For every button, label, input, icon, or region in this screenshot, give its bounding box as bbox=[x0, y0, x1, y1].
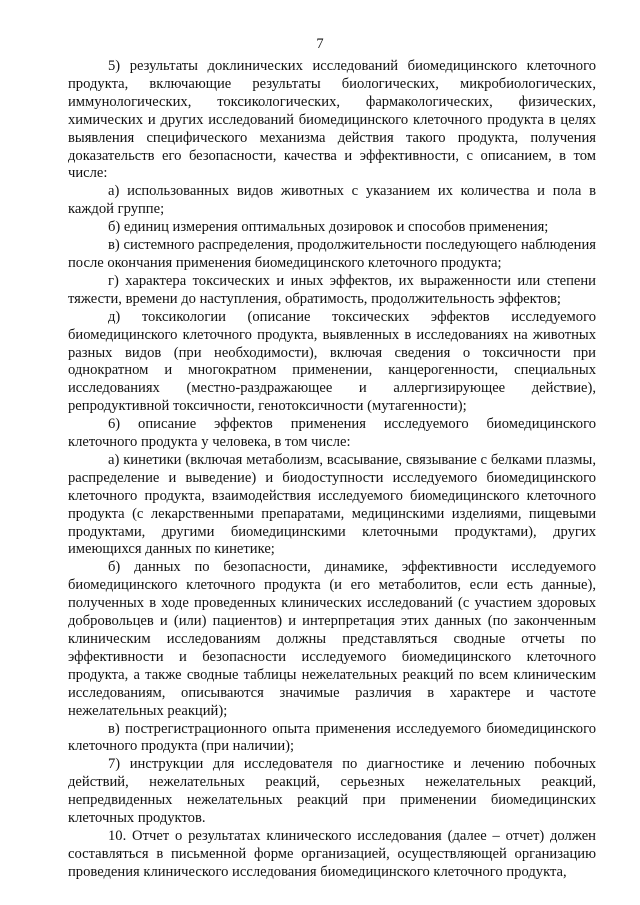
paragraph-subitem-b-2: б) данных по безопасности, динамике, эффективности исследуемого биомедицинского клеточного продукта (и его метаболитов, если есть данные), полученных в ходе проведенных клинических исследований (с участием здоровых добровольцев и (или) пациентов) и интерпретация этих данных (по законченным клиническим исследованиям должны представляться сводные отчеты по эффективности и безопасности исследуемого биомедицинского клеточного продукта, а также сводные таблицы нежелательных реакций по всем клиническим исследованиям, описываются значимые различия в характере и частоте нежелательных реакций); bbox=[68, 559, 596, 719]
paragraph-subitem-a-2: а) кинетики (включая метаболизм, всасывание, связывание с белками плазмы, распределение и выведение) и биодоступности исследуемого биомедицинского клеточного продукта, взаимодействия исследуемого биомедицинского клеточного продукта (с лекарственными препаратами, медицинскими изделиями, пищевыми продуктами, другими биомедицинскими клеточными продуктами), других имеющихся данных по кинетике; bbox=[68, 451, 596, 558]
paragraph-subitem-b: б) единиц измерения оптимальных дозировок и способов применения; bbox=[108, 219, 549, 236]
paragraph-subitem-d: д) токсикологии (описание токсических эффектов исследуемого биомедицинского клеточного продукта, выявленных в исследованиях на животных разных видов (при необходимости), включая сведения о токсичности при однократном и многократном применении, канцерогенности, специальных исследованиях (местно-раздражающее и аллергизирующее действие), репродуктивной токсичности, генотоксичности (мутагенности); bbox=[68, 308, 596, 415]
paragraph-subitem-v: в) системного распределения, продолжительности последующего наблюдения после окончания применения биомедицинского клеточного продукта; bbox=[68, 237, 596, 271]
page-number: 7 bbox=[316, 36, 324, 52]
document-body bbox=[68, 58, 596, 882]
paragraph-section-10: 10. Отчет о результатах клинического исследования (далее – отчет) должен составляться в письменной форме организацией, осуществляющей организацию проведения клинического исследования биомедицинского клеточного продукта, bbox=[68, 827, 596, 880]
paragraph-item-5: 5) результаты доклинических исследований биомедицинского клеточного продукта, включающие результаты биологических, микробиологических, иммунологических, токсикологических, фармакологических, физических, химических и других исследований биомедицинского клеточного продукта в целях выявления специфического механизма действия такого продукта, получения доказательств его безопасности, качества и эффективности, с описанием, в том числе: bbox=[68, 58, 596, 182]
paragraph-subitem-a: а) использованных видов животных с указанием их количества и пола в каждой группе; bbox=[68, 183, 596, 218]
paragraph-subitem-g: г) характера токсических и иных эффектов, их выраженности или степени тяжести, времени до наступления, обратимость, продолжительность эффектов; bbox=[68, 272, 596, 307]
paragraph-subitem-v-2: в) пострегистрационного опыта применения исследуемого биомедицинского клеточного продукта (при наличии); bbox=[68, 720, 596, 755]
paragraph-item-7: 7) инструкции для исследователя по диагностике и лечению побочных действий, нежелательных реакций, серьезных нежелательных реакций, непредвиденных нежелательных реакций при применении биомедицинских клеточных продуктов. bbox=[68, 756, 596, 827]
paragraph-item-6: 6) описание эффектов применения исследуемого биомедицинского клеточного продукта у человека, в том числе: bbox=[68, 416, 596, 451]
